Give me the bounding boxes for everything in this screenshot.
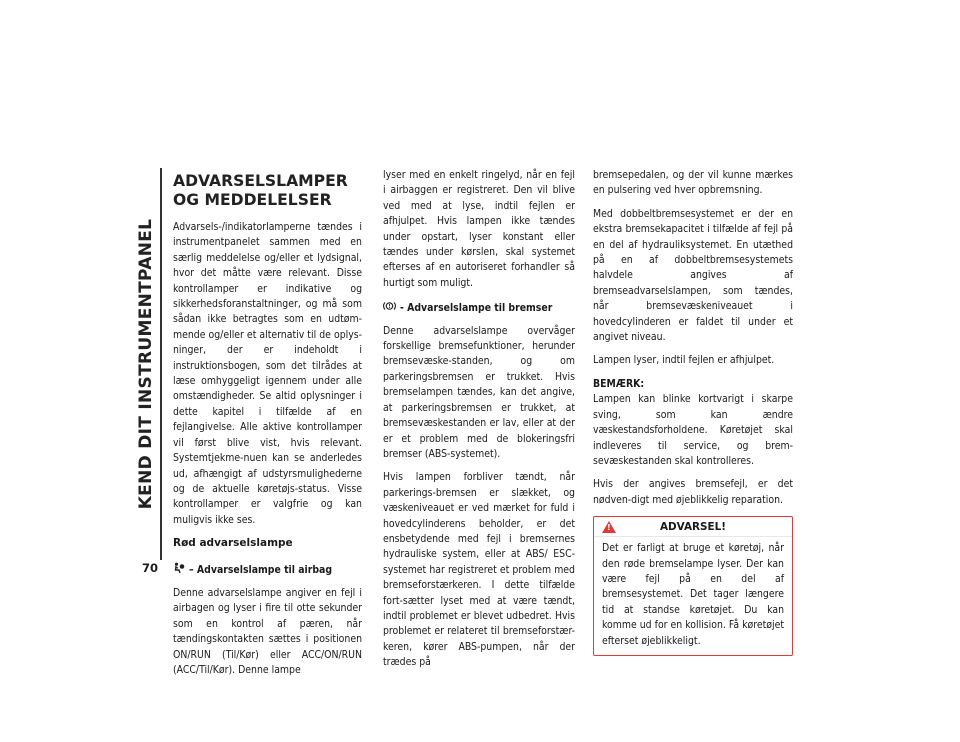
warning-title: ADVARSEL! xyxy=(660,521,726,534)
brake-paragraph-3: Med dobbeltbremsesystemet er der en ekstra bremsekapacitet i tilfælde af fejl på en del af hydrauliksystemet. En utæthed på en af dobbeltbremsesystemets halvdele angives af bremseadvarselslampen, som tændes, når bremsevæskeniveauet i hovedcylinderen er faldet til under et angivet niveau. xyxy=(593,207,793,344)
warning-header xyxy=(594,517,792,537)
brake-heading xyxy=(383,301,575,316)
warning-text: Det er farligt at bruge et køretøj, når den røde bremselampe lyser. Der kan være fejl på en del af bremsesystemet. Det tager længere tid at standse køretøjet. Du kan komme ud for en kollision. Få køretøjet efterset øjeblikkeligt. xyxy=(602,542,784,647)
column-2 xyxy=(383,168,575,679)
page-title: ADVARSELSLAMPER OG MEDDELELSER xyxy=(173,172,348,209)
brake-paragraph-2-part2: bremsepedalen, og der vil kunne mærkes en pulsering ved hver opbremsning. xyxy=(593,169,793,197)
airbag-paragraph-part1: Denne advarselslampe angiver en fejl i airbagen og lyser i fire til otte sekunder som en kontrol af pæren, når tændingskontakten sættes i positionen ON/RUN (Til/Kør) eller ACC/ON/RUN (ACC/Til/Kør). Denne lampe xyxy=(173,586,362,676)
section-side-label-text: KEND DIT INSTRUMENTPANEL xyxy=(136,218,156,510)
note-label: BEMÆRK: xyxy=(593,377,645,390)
airbag-heading xyxy=(173,562,362,579)
warning-box xyxy=(593,516,793,656)
intro-paragraph: Advarsels-/indikatorlamperne tændes i instrumentpanelet sammen med en særlig meddelelse og/eller et lydsignal, hvor det måtte være relevant. Disse kontrollamper er indikative og sikkerhedsforanstaltninger, og må som sådan ikke betragtes som en udtøm-mende og/eller et alternativ til de oplys-ninger, der er indeholdt i instruktionsbogen, som det tilrådes at læse omhyggeligt igennem under alle omstændigheder. Se altid oplysninger i dette kapitel i tilfælde af en fejlangivelse. Alle aktive kontrollamper vil først blive vist, hvis relevant. Systemtjekme-nuen kan se anderledes ud, afhængigt af udstyrsmulighederne og de aktuelle køretøjs-status. Visse kontrollamper er valgfrie og kan muligvis ikke ses. xyxy=(173,221,362,526)
column-1 xyxy=(173,168,362,686)
note-text: Lampen kan blinke kortvarigt i skarpe sving, som kan ændre væskestandsforholdene. Køretøjet skal indleveres til service, og brem-sevæskestanden skal kontrolleres. xyxy=(593,393,793,467)
column-3 xyxy=(593,168,793,656)
red-warning-heading: Rød advarselslampe xyxy=(173,537,293,550)
brake-warning-icon xyxy=(383,301,396,316)
airbag-heading-text: – Advarselslampe til airbag xyxy=(189,563,333,576)
section-side-label xyxy=(134,168,158,560)
warning-exclamation: ! xyxy=(607,523,611,533)
brake-paragraph-2-part1: Hvis lampen forbliver tændt, når parkerings-bremsen er slækket, og væskeniveauet er ved mærket for fuld i hovedcylinderens beholder, er det ensbetydende med fejl i bremsernes hydrauliske system, eller at ABS/ ESC-systemet har registreret et problem med bremseforstærkeren. I dette tilfælde fort-sætter lyset med at være tændt, indtil problemet er blevet udbedret. Hvis problemet er relateret til bremseforstær-keren, kører ABS-pumpen, når der trædes på xyxy=(383,471,575,669)
brake-paragraph-4: Lampen lyser, indtil fejlen er afhjulpet. xyxy=(593,354,775,367)
page-number: 70 xyxy=(142,561,159,575)
brake-heading-text: - Advarselslampe til bremser xyxy=(400,302,553,315)
svg-text:!: ! xyxy=(388,304,391,311)
brake-paragraph-1: Denne advarselslampe overvåger forskellige bremsefunktioner, herunder bremsevæske-standen, og om parkeringsbremsen er trukket. Hvis bremselampen tændes, kan det angive, at parkeringsbremsen er trukket, at bremsevæskestanden er lav, eller at der er et problem med de blokeringsfri bremser (ABS-systemet). xyxy=(383,324,575,460)
airbag-icon xyxy=(173,562,185,579)
side-divider xyxy=(160,168,162,560)
brake-paragraph-5: Hvis der angives bremsefejl, er det nødven-digt med øjeblikkelig reparation. xyxy=(593,478,793,506)
airbag-paragraph-part2: lyser med en enkelt ringelyd, når en fejl i airbaggen er registreret. Den vil blive ved med at lyse, indtil fejlen er afhjulpet. Hvis lampen ikke tændes under opstart, lyser konstant eller tændes under kørslen, skal systemet efterses af en autoriseret forhandler så hurtigt som muligt. xyxy=(383,169,575,289)
